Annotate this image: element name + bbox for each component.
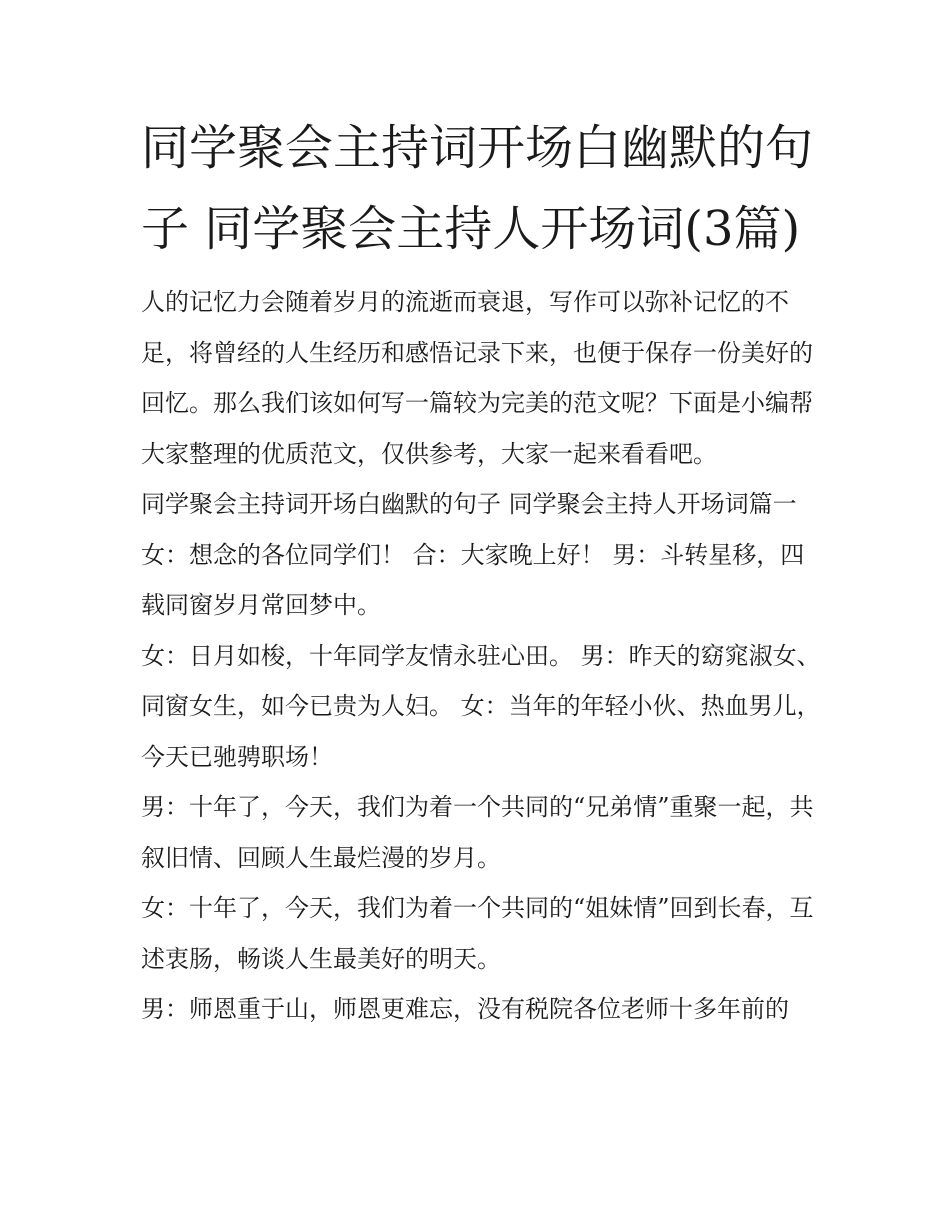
- paragraph: 人的记忆力会随着岁月的流逝而衰退，写作可以弥补记忆的不足，将曾经的人生经历和感悟记录下来，也便于保存一份美好的回忆。那么我们该如何写一篇较为完美的范文呢？下面是小编帮大家整理的优质范文，仅供参考，大家一起来看看吧。: [141, 288, 813, 468]
- paragraph: 同学聚会主持词开场白幽默的句子 同学聚会主持人开场词篇一 女：想念的各位同学们！ 合：大家晚上好！ 男：斗转星移，四载同窗岁月常回梦中。: [141, 490, 805, 619]
- document-title: 同学聚会主持词开场白幽默的句子 同学聚会主持人开场词(3篇): [141, 120, 814, 257]
- document-page: [141, 108, 821, 1035]
- paragraph: 男：十年了，今天，我们为着一个共同的“兄弟情”重聚一起，共叙旧情、回顾人生最烂漫的岁月。: [141, 793, 814, 872]
- document-body: [141, 277, 821, 1035]
- paragraph: 女：日月如梭，十年同学友情永驻心田。 男：昨天的窈窕淑女、同窗女生，如今已贵为人妇。 女：当年的年轻小伙、热血男儿，今天已驰骋职场！: [141, 641, 821, 771]
- paragraph: 男：师恩重于山，师恩更难忘，没有税院各位老师十多年前的: [141, 995, 789, 1023]
- paragraph: 女：十年了，今天，我们为着一个共同的“姐妹情”回到长春，互述衷肠，畅谈人生最美好的明天。: [141, 894, 814, 973]
